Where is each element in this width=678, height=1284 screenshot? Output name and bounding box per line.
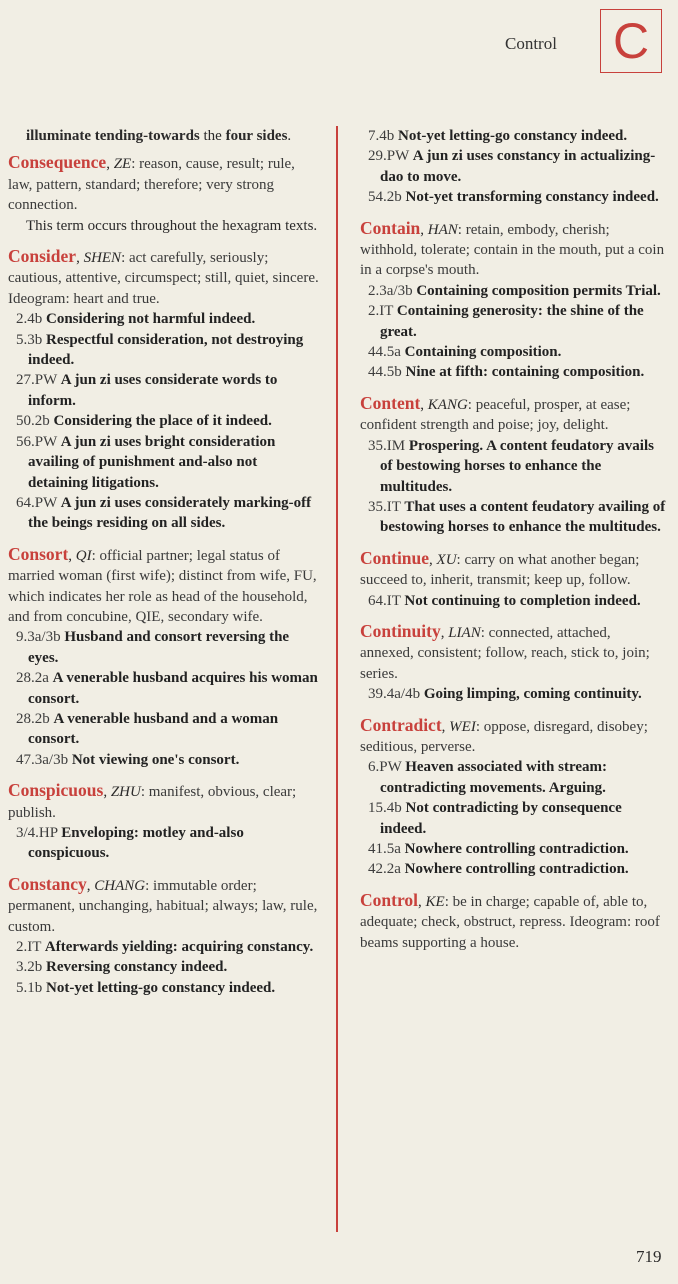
entry-headword: Constancy: [8, 873, 87, 894]
citation: [8, 823, 320, 864]
entry-definition: : reason, cause, result; rule, law, pattern, standard; therefore; very strong connection.: [8, 156, 295, 214]
citation-ref: 27.PW: [16, 372, 57, 389]
citation-ref: 41.5a: [368, 841, 401, 857]
citation-ref: 6.PW: [368, 759, 402, 776]
entry-pinyin: HAN: [427, 221, 458, 238]
citation: [8, 709, 320, 750]
citation: [8, 330, 320, 371]
citation-text: Husband and consort reversing the eyes.: [28, 629, 290, 666]
entry-definition-line: Content, KANG: peaceful, prosper, at ease; confident strength and poise; joy, delight.: [360, 392, 631, 434]
dictionary-entry: [8, 246, 320, 534]
citation: [8, 978, 320, 998]
entry-pinyin: QI: [75, 547, 92, 564]
dictionary-entry: [360, 621, 666, 705]
citation-text: That uses a content feudatory availing of bestowing horses to enhance the multitudes.: [380, 498, 666, 536]
citation: [360, 281, 666, 301]
citation-ref: 29.PW: [368, 148, 409, 165]
right-column: [360, 126, 666, 963]
citation-ref: 44.5a: [368, 344, 401, 361]
citation-text: Prospering. A content feudatory avails of bestowing horses to enhance the multitudes.: [380, 437, 654, 495]
citation-text: Reversing constancy indeed.: [46, 959, 228, 976]
citation-ref: 28.2b: [16, 710, 50, 727]
entry-headword: Contradict: [360, 714, 442, 735]
citation-text: Not viewing one's consort.: [71, 751, 240, 768]
citation: [360, 684, 666, 704]
citation-text: Enveloping: motley and-also conspicuous.: [28, 825, 244, 862]
entry-definition-line: Constancy, CHANG: immutable order; permanent, unchanging, habitual; always; law, rule, custom.: [8, 873, 318, 935]
citation-text: Not-yet letting-go constancy indeed.: [398, 128, 628, 144]
citation-ref: 5.3b: [16, 331, 43, 348]
citation-ref: 5.1b: [16, 979, 43, 996]
entry-pinyin: ZHU: [110, 784, 141, 801]
entry-definition-line: Consort, QI: official partner; legal status of married woman (first wife); distinct from wife, FU, which indicates her role as head of the household, and from concubine, QIE, secondary wife.: [8, 543, 317, 625]
dictionary-entry: [8, 544, 320, 770]
citation: [360, 342, 666, 362]
citation-text: A venerable husband acquires his woman consort.: [28, 670, 318, 707]
citation-ref: 50.2b: [16, 413, 50, 430]
citation: [8, 493, 320, 534]
entry-headword: Control: [360, 889, 419, 910]
entry-definition: : connected, attached, annexed, consistent; follow, reach, stick to, join; series.: [360, 624, 650, 682]
dictionary-entry: [8, 780, 320, 864]
entry-pinyin: KE: [425, 893, 445, 910]
citation-ref: 7.4b: [368, 128, 395, 144]
entry-definition: : manifest, obvious, clear; publish.: [8, 784, 297, 821]
entry-headword: Continue: [360, 547, 430, 568]
dictionary-entry: [8, 152, 320, 236]
citation-text: Containing generosity: the shine of the great.: [380, 303, 644, 340]
citation-ref: 2.IT: [16, 939, 42, 956]
citation-text: A jun zi uses bright consideration availing of punishment and-also not detaining litigations.: [28, 433, 276, 491]
citation-ref: 64.PW: [16, 494, 57, 511]
dictionary-entry: [360, 715, 666, 880]
citation: [360, 126, 666, 146]
column-divider: [336, 126, 338, 1232]
entry-definition-line: Contradict, WEI: oppose, disregard, disobey; seditious, perverse.: [360, 714, 648, 755]
citation: [8, 668, 320, 709]
citation-ref: 64.IT: [368, 592, 401, 609]
citation-ref: 35.IT: [368, 498, 401, 515]
entry-headword: Continuity: [360, 620, 441, 641]
section-letter-box: [600, 9, 662, 73]
entry-headword: Consequence: [8, 152, 107, 173]
entry-definition: : immutable order; permanent, unchanging, habitual; always; law, rule, custom.: [8, 877, 318, 935]
entry-note: This term occurs throughout the hexagram texts.: [26, 217, 318, 234]
citation-text: Not-yet transforming constancy indeed.: [405, 189, 659, 206]
citation: [8, 411, 320, 431]
entry-pinyin: WEI: [449, 718, 476, 735]
citation-ref: 56.PW: [16, 433, 57, 450]
entry-definition-line: Continue, XU: carry on what another began; succeed to, inherit, transmit; keep up, follow.: [360, 547, 640, 589]
entry-headword: Consider: [8, 246, 77, 267]
citation-ref: 3.2b: [16, 959, 43, 976]
running-head: Control: [505, 34, 557, 53]
citation-ref: 39.4a/4b: [368, 686, 421, 703]
citation: [360, 798, 666, 839]
citation-ref: 47.3a/3b: [16, 751, 69, 768]
continuation-line: illuminate tending-towards the four sides.: [26, 128, 292, 144]
citation-ref: 2.3a/3b: [368, 282, 413, 299]
entry-definition: : oppose, disregard, disobey; seditious, perverse.: [360, 718, 648, 755]
citation: [8, 309, 320, 329]
entry-pinyin: ZE: [113, 156, 132, 173]
section-letter: C: [612, 13, 650, 69]
citation-ref: 2.4b: [16, 311, 43, 328]
entry-definition: : carry on what another began; succeed to, inherit, transmit; keep up, follow.: [360, 551, 640, 589]
citation: [8, 750, 320, 770]
citation: [8, 937, 320, 957]
citation-text: Afterwards yielding: acquiring constancy.: [44, 939, 314, 956]
citation: [360, 497, 666, 538]
citation: [360, 436, 666, 497]
left-column: [8, 126, 320, 1008]
dictionary-entry: [360, 890, 666, 953]
continued-citations: [360, 126, 666, 208]
entry-headword: Conspicuous: [8, 780, 104, 801]
entry-headword: Content: [360, 392, 421, 413]
entry-headword: Contain: [360, 217, 421, 238]
citation-text: A jun zi uses constancy in actualizing-dao to move.: [380, 148, 656, 185]
citation: [360, 859, 666, 879]
citation: [8, 957, 320, 977]
citation: [8, 432, 320, 493]
entry-pinyin: XU: [436, 551, 457, 568]
citation-text: Considering the place of it indeed.: [53, 413, 272, 430]
entry-headword: Consort: [8, 543, 69, 564]
citation-text: Nine at fifth: containing composition.: [405, 364, 645, 381]
entry-pinyin: SHEN: [83, 250, 122, 267]
entry-definition: : be in charge; capable of, able to, adequate; check, obstruct, repress. Ideogram: roof beams supporting a house.: [360, 893, 660, 951]
citation: [360, 146, 666, 187]
citation-ref: 42.2a: [368, 861, 401, 878]
entry-definition-line: Control, KE: be in charge; capable of, able to, adequate; check, obstruct, repress. Ideogram: roof beams supporting a house.: [360, 889, 660, 951]
citation: [8, 627, 320, 668]
citation: [360, 301, 666, 342]
citation-ref: 44.5b: [368, 364, 402, 381]
citation-text: A jun zi uses considerate words to inform.: [28, 372, 278, 409]
citation-text: Not-yet letting-go constancy indeed.: [46, 979, 276, 996]
dictionary-entry: [8, 874, 320, 998]
citation-text: Containing composition permits Trial.: [416, 282, 661, 299]
citation: [360, 187, 666, 207]
citation-ref: 54.2b: [368, 189, 402, 206]
dictionary-entry: [360, 393, 666, 538]
dictionary-entry: [360, 548, 666, 611]
citation-ref: 15.4b: [368, 800, 402, 817]
citation-text: Heaven associated with stream: contradicting movements. Arguing.: [380, 759, 608, 796]
citation-text: Nowhere controlling contradiction.: [404, 861, 629, 878]
citation-text: A venerable husband and a woman consort.: [28, 710, 279, 748]
citation-ref: 3/4.HP: [16, 825, 58, 841]
entry-definition-line: Consequence, ZE: reason, cause, result; rule, law, pattern, standard; therefore; very strong connection.: [8, 152, 295, 214]
citation: [360, 362, 666, 382]
citation-text: Nowhere controlling contradiction.: [404, 841, 629, 857]
entry-pinyin: KANG: [427, 396, 468, 413]
entry-definition: : peaceful, prosper, at ease; confident strength and poise; joy, delight.: [360, 396, 631, 434]
dictionary-entry: [360, 218, 666, 383]
entry-definition: : act carefully, seriously; cautious, attentive, circumspect; still, quiet, sincere. Ideogram: heart and true.: [8, 250, 319, 307]
entry-definition-line: Conspicuous, ZHU: manifest, obvious, clear; publish.: [8, 780, 297, 821]
entry-definition-line: Consider, SHEN: act carefully, seriously; cautious, attentive, circumspect; still, quiet, sincere. Ideogram: heart and true.: [8, 246, 319, 307]
citation: [360, 591, 666, 611]
citation-text: Considering not harmful indeed.: [46, 311, 256, 328]
citation-text: Not contradicting by consequence indeed.: [380, 800, 622, 837]
page-number: 719: [636, 1247, 662, 1266]
entry-definition: : official partner; legal status of married woman (first wife); distinct from wife, FU, which indicates her role as head of the household, and from concubine, QIE, secondary wife.: [8, 547, 317, 625]
citation-text: A jun zi uses considerately marking-off the beings residing on all sides.: [28, 494, 312, 532]
entry-definition: : retain, embody, cherish; withhold, tolerate; contain in the mouth, put a coin in a corpse's mouth.: [360, 221, 665, 279]
citation-text: Containing composition.: [404, 344, 562, 361]
citation: [360, 839, 666, 859]
citation-ref: 2.IT: [368, 303, 394, 320]
entry-pinyin: CHANG: [94, 877, 146, 894]
citation: [360, 757, 666, 798]
citation-ref: 28.2a: [16, 670, 49, 687]
citation-ref: 9.3a/3b: [16, 629, 61, 646]
citation-text: Respectful consideration, not destroying indeed.: [28, 331, 304, 369]
citation-text: Going limping, coming continuity.: [423, 686, 642, 703]
entry-definition-line: Contain, HAN: retain, embody, cherish; withhold, tolerate; contain in the mouth, put a coin in a corpse's mouth.: [360, 217, 665, 279]
citation-ref: 35.IM: [368, 437, 406, 454]
entry-pinyin: LIAN: [448, 624, 481, 641]
citation: [8, 370, 320, 411]
entry-definition-line: Continuity, LIAN: connected, attached, annexed, consistent; follow, reach, stick to, join; series.: [360, 620, 650, 682]
citation-text: Not continuing to completion indeed.: [404, 592, 641, 609]
